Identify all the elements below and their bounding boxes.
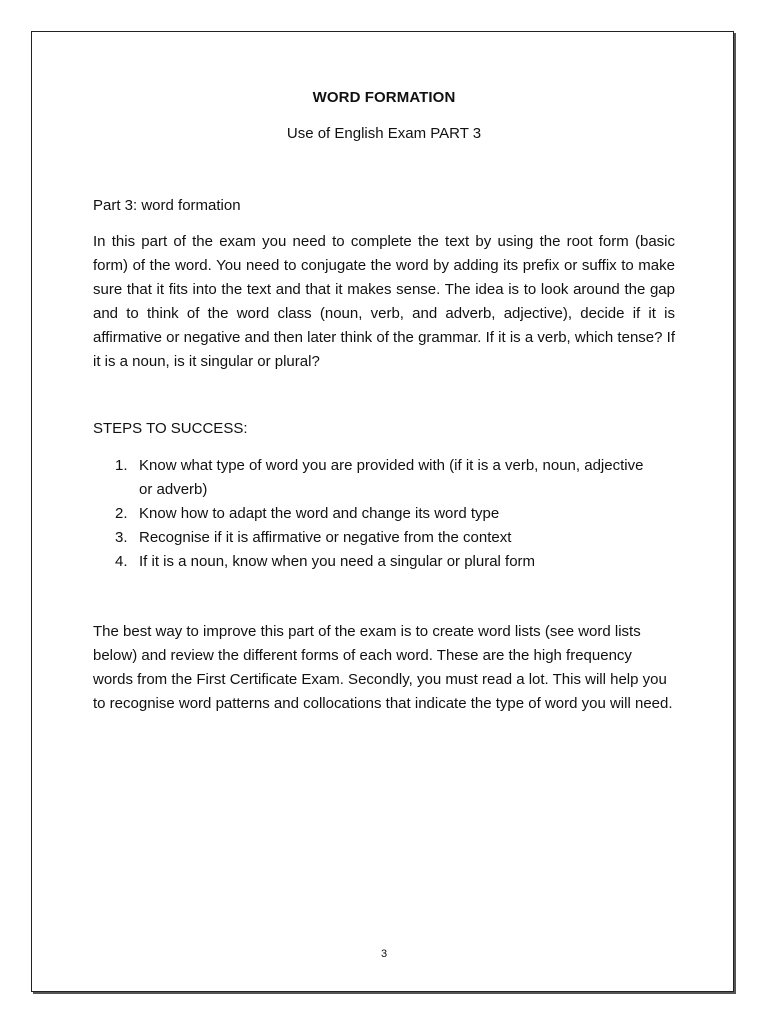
step-text: If it is a noun, know when you need a singular or plural form [139,553,536,570]
step-text: Know how to adapt the word and change its word type [139,505,500,522]
closing-paragraph: The best way to improve this part of the exam is to create word lists (see word lists below) and review the different forms of each word. These are the high frequency words from the First Certificate Exam. Secondly, you must read a lot. This will help you to recognise word patterns and collocations that indicate the type of word you will need. [93,623,673,712]
steps-list [93,454,653,574]
step-text: Recognise if it is affirmative or negative from the context [139,529,512,546]
page-number: 3 [380,948,388,960]
step-number: 4. [115,553,128,570]
list-item [93,526,653,550]
document-title: WORD FORMATION [312,89,456,106]
section-heading: Part 3: word formation [93,197,241,214]
steps-heading: STEPS TO SUCCESS: [93,420,248,437]
step-number: 3. [115,529,128,546]
list-item [93,454,653,502]
list-item [93,502,653,526]
step-number: 2. [115,505,128,522]
intro-paragraph: In this part of the exam you need to complete the text by using the root form (basic form) of the word. You need to conjugate the word by adding its prefix or suffix to make sure that it fits into the text and that it makes sense. The idea is to look around the gap and to think of the word class (noun, verb, and adverb, adjective), decide if it is affirmative or negative and then later think of the grammar. If it is a verb, which tense? If it is a noun, is it singular or plural? [93,233,675,370]
document-subtitle: Use of English Exam PART 3 [286,125,482,142]
step-number: 1. [115,457,128,474]
list-item [93,550,653,574]
step-text: Know what type of word you are provided with (if it is a verb, noun, adjective or adverb) [139,457,644,498]
